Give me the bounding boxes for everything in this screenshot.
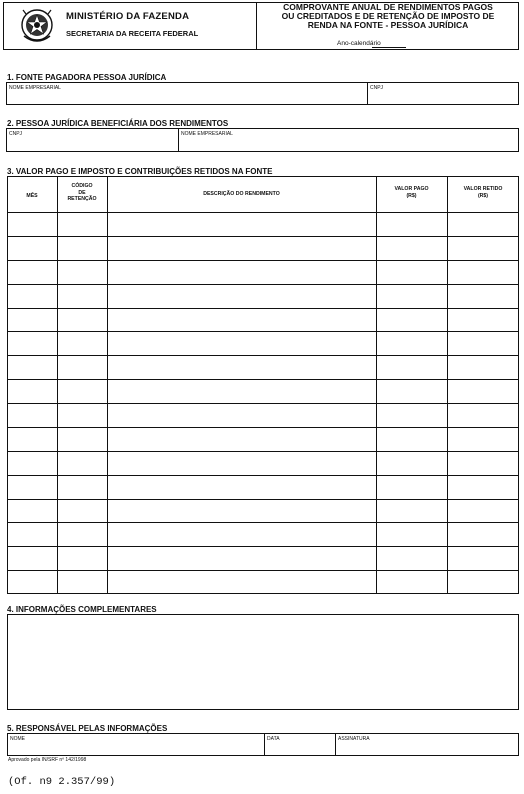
table-row[interactable] — [8, 309, 518, 330]
table-row[interactable] — [8, 237, 518, 258]
table-row[interactable] — [8, 404, 518, 425]
table-row[interactable] — [8, 261, 518, 282]
fonte-cnpj-field[interactable] — [369, 91, 517, 104]
fonte-cnpj-label: CNPJ — [370, 85, 384, 91]
section3-title: 3. VALOR PAGO E IMPOSTO E CONTRIBUIÇÕES RETIDOS NA FONTE — [7, 167, 273, 176]
beneficiaria-nome-label: NOME EMPRESARIAL — [181, 131, 233, 137]
col-valor-retido-line-2: (R$) — [477, 192, 489, 199]
official-reference: (Of. n9 2.357/99) — [8, 776, 116, 788]
table-row[interactable] — [8, 332, 518, 353]
ano-calendario-field[interactable] — [372, 47, 406, 48]
col-codigo-header — [57, 183, 107, 203]
form-title — [262, 3, 514, 30]
col-codigo-line-3: RETENÇÃO — [67, 196, 97, 202]
fonte-nome-field[interactable] — [8, 91, 365, 104]
table-row[interactable] — [8, 428, 518, 449]
section1-title: 1. FONTE PAGADORA PESSOA JURÍDICA — [7, 73, 167, 82]
table-row[interactable] — [8, 476, 518, 497]
informacoes-complementares-text — [8, 615, 518, 623]
table-row[interactable] — [8, 571, 518, 592]
informacoes-complementares-field[interactable] — [7, 614, 519, 710]
header-divider — [256, 2, 257, 50]
responsavel-assinatura-label: ASSINATURA — [338, 736, 370, 742]
table-row[interactable] — [8, 523, 518, 544]
col-valor-pago-line-1: VALOR PAGO — [394, 186, 429, 192]
table-row[interactable] — [8, 213, 518, 234]
beneficiaria-cnpj-field[interactable] — [8, 137, 176, 150]
col-valor-retido-header — [447, 186, 519, 199]
ministry-name: MINISTÉRIO DA FAZENDA — [66, 11, 190, 22]
col-codigo-line-2: DE — [78, 189, 86, 196]
col-descricao-header: DESCRIÇÃO DO RENDIMENTO — [203, 191, 280, 197]
section2-divider — [178, 128, 179, 152]
ano-calendario-label: Ano-calendário — [337, 40, 381, 47]
section1-divider — [367, 82, 368, 105]
coat-of-arms-icon — [20, 6, 54, 44]
col-mes-header: MÊS — [26, 193, 38, 199]
beneficiaria-nome-field[interactable] — [180, 137, 517, 150]
section5-divider-2 — [335, 733, 336, 756]
responsavel-nome-field[interactable] — [9, 742, 262, 755]
approval-note: Aprovado pela IN/SRF nº 142/1998 — [8, 757, 87, 763]
table-row[interactable] — [8, 380, 518, 401]
col-valor-pago-header — [376, 186, 447, 199]
section2-title: 2. PESSOA JURÍDICA BENEFICIÁRIA DOS RENDIMENTOS — [7, 119, 229, 128]
col-codigo-line-1: CÓDIGO — [71, 183, 93, 189]
responsavel-assinatura-field[interactable] — [337, 742, 517, 755]
table-row[interactable] — [8, 356, 518, 377]
form-title-line-2: OU CREDITADOS E DE RETENÇÃO DE IMPOSTO DE — [281, 11, 495, 21]
secretaria-name: SECRETARIA DA RECEITA FEDERAL — [66, 29, 199, 38]
table-row[interactable] — [8, 500, 518, 521]
col-valor-pago-line-2: (R$) — [406, 192, 417, 199]
beneficiaria-cnpj-label: CNPJ — [9, 131, 23, 137]
table-row[interactable] — [8, 547, 518, 568]
section5-title: 5. RESPONSÁVEL PELAS INFORMAÇÕES — [7, 724, 168, 733]
form-title-line-3: RENDA NA FONTE - PESSOA JURÍDICA — [307, 20, 469, 30]
responsavel-data-field[interactable] — [266, 742, 333, 755]
col-valor-retido-line-1: VALOR RETIDO — [463, 186, 503, 192]
table-row[interactable] — [8, 285, 518, 306]
form-title-line-1: COMPROVANTE ANUAL DE RENDIMENTOS PAGOS — [283, 2, 493, 12]
fonte-nome-label: NOME EMPRESARIAL — [9, 85, 61, 91]
section5-divider-1 — [264, 733, 265, 756]
table-row[interactable] — [8, 452, 518, 473]
section4-title: 4. INFORMAÇÕES COMPLEMENTARES — [7, 605, 157, 614]
responsavel-nome-label: NOME — [10, 736, 25, 742]
responsavel-data-label: DATA — [267, 736, 280, 742]
